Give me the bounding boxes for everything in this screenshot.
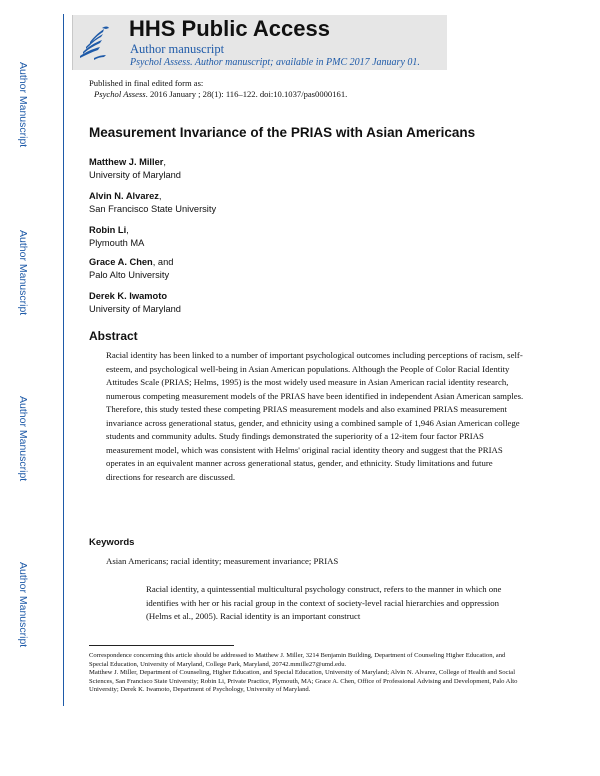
body-paragraph: Racial identity, a quintessential multicultural psychology construct, refers to the manner in which one identifies with her or his racial group in the context of society-level racial hierarchies and oppression (Helms et al., 2005). Racial identity is an important construct [146, 584, 502, 621]
author-name: Matthew J. Miller [89, 157, 164, 167]
author-suffix: , [158, 191, 162, 201]
published-label: Published in final edited form as: [89, 78, 204, 88]
manuscript-type: Author manuscript [130, 42, 225, 56]
sidebar-label-author-manuscript: Author Manuscript [17, 62, 29, 148]
author-suffix: , [126, 225, 129, 235]
footnote-correspondence: Correspondence concerning this article should be addressed to Matthew J. Miller, 3214 Benjamin Building, Department of Counseling Higher Education, and Special Education, University of Maryland, College Park, Maryland, 20742.mmille27@umd.edu. [89, 652, 506, 668]
author-affiliation: University of Maryland [89, 304, 181, 314]
keywords-heading: Keywords [89, 537, 135, 548]
author-affiliation: San Francisco State University [89, 204, 217, 214]
footnotes [89, 652, 525, 695]
author-block [89, 290, 181, 316]
access-title: HHS Public Access [129, 16, 330, 41]
sidebar-label-author-manuscript: Author Manuscript [17, 230, 29, 316]
author-name: Grace A. Chen [89, 257, 153, 267]
author-affiliation: University of Maryland [89, 170, 181, 180]
sidebar-rule [63, 14, 64, 706]
author-suffix: , and [152, 257, 174, 267]
author-block [89, 224, 144, 250]
sidebar-label-author-manuscript: Author Manuscript [17, 396, 29, 482]
citation-details: . 2016 January ; 28(1): 116–122. doi:10.1037/pas0000161. [145, 89, 348, 99]
author-name: Robin Li [89, 225, 127, 235]
author-suffix: , [163, 157, 166, 167]
hhs-eagle-logo-icon [76, 22, 112, 62]
author-block [89, 190, 216, 216]
citation [94, 89, 347, 99]
availability-status: Psychol Assess. Author manuscript; available in PMC 2017 January 01. [130, 57, 420, 68]
sidebar-label-author-manuscript: Author Manuscript [17, 562, 29, 648]
abstract-heading: Abstract [89, 329, 138, 343]
abstract-text: Racial identity has been linked to a number of important psychological outcomes including perceptions of racism, self-esteem, and psychological well-being in Asian American populations. Although the People of Color Racial Identity Attitudes Scale (PRIAS; Helms, 1995) is the most widely used measure in Asian American racial identity research, numerous competing measurement models of the PRIAS have been identified in independent Asian American samples. Therefore, this study tested these competing PRIAS measurement models and also examined PRIAS measurement invariance across generational status, gender, and ethnicity using a combined sample of 1,946 Asian American college students and community adults. Study findings demonstrated the superiority of a 12-item four factor PRIAS measurement model, which was consistent with Helms' original racial identity theory and suggest that the PRIAS operates in an equivalent manner across generational status, gender, and ethnicity. Study limitations and future directions for research are discussed. [106, 350, 524, 482]
footnote-affiliations: Matthew J. Miller, Department of Counseling, Higher Education, and Special Education, University of Maryland; Alvin N. Alvarez, College of Health and Social Sciences, San Francisco State University; Robin Li, Private Practice, Plymouth, MA; Grace A. Chen, Office of Professional Advising and Development, Palo Alto University; Derek K. Iwamoto, Department of Psychology, University of Maryland. [89, 669, 518, 694]
author-block [89, 256, 173, 282]
author-block [89, 156, 181, 182]
author-affiliation: Plymouth MA [89, 238, 145, 248]
keywords-list: Asian Americans; racial identity; measurement invariance; PRIAS [106, 556, 339, 566]
author-name: Alvin N. Alvarez [89, 191, 159, 201]
author-name: Derek K. Iwamoto [89, 291, 168, 301]
footnote-divider [89, 645, 234, 646]
article-title: Measurement Invariance of the PRIAS with Asian Americans [89, 125, 476, 140]
journal-name: Psychol Assess [94, 89, 146, 99]
author-affiliation: Palo Alto University [89, 270, 170, 280]
